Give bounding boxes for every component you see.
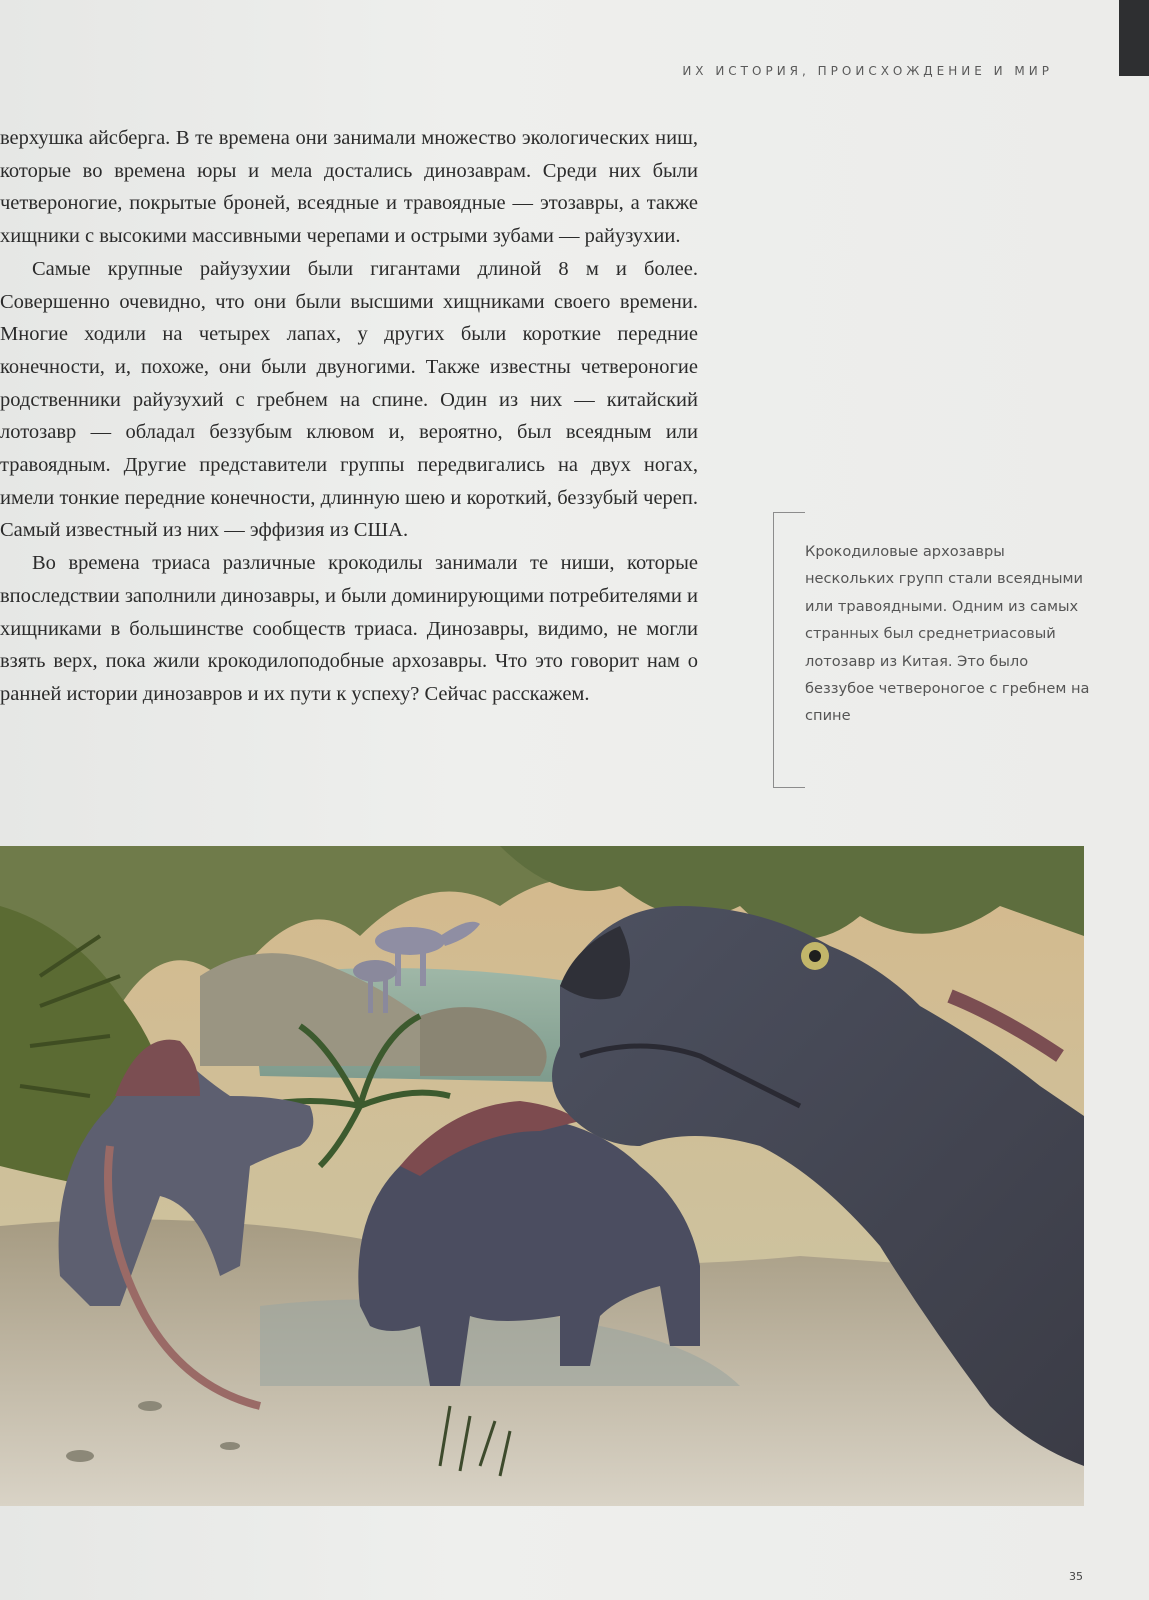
paragraph-3: Во времена триаса различные крокодилы занимали те ниши, которые впоследствии заполнили динозавры, и были доминирующими потребителями и хищниками в большинстве сообществ триаса. Динозавры, видимо, не могли взять верх, пока жили крокодилоподобные архозавры. Что это говорит нам о ранней истории динозавров и их пути к успеху? Сейчас расскажем. — [0, 552, 698, 705]
page-number: 35 — [1069, 1570, 1083, 1583]
lotosaurus-illustration — [0, 846, 1084, 1506]
running-header: ИХ ИСТОРИЯ, ПРОИСХОЖДЕНИЕ И МИР — [682, 64, 1053, 78]
body-text — [0, 122, 698, 711]
corner-tab — [1119, 0, 1149, 76]
paragraph-2: Самые крупные райузухии были гигантами длиной 8 м и более. Совершенно очевидно, что они были высшими хищниками своего времени. Многие ходили на четырех лапах, у других были короткие передние конечности, и, похоже, они были двуногими. Также известны четвероногие родственники райузухий с гребнем на спине. Один из них — китайский лотозавр — обладал беззубым клювом и, вероятно, был всеядным или травоядным. Другие представители группы передвигались на двух ногах, имели тонкие передние конечности, длинную шею и короткий, беззубый череп. Самый известный из них — эффизия из США. — [0, 257, 698, 542]
caption-bracket — [773, 512, 805, 788]
paragraph-1: верхушка айсберга. В те времена они занимали множество экологических ниш, которые во времена юры и мела достались динозаврам. Среди них были четвероногие, покрытые броней, всеядные и травоядные — этозавры, а также хищники с высокими массивными черепами и острыми зубами — райузухии. — [0, 127, 698, 248]
figure-caption: Крокодиловые архозавры нескольких групп стали всеядными или травоядными. Одним из самых странных был среднетриасовый лотозавр из Китая. Это было беззубое четвероногое с гребнем на спине — [805, 543, 1090, 725]
